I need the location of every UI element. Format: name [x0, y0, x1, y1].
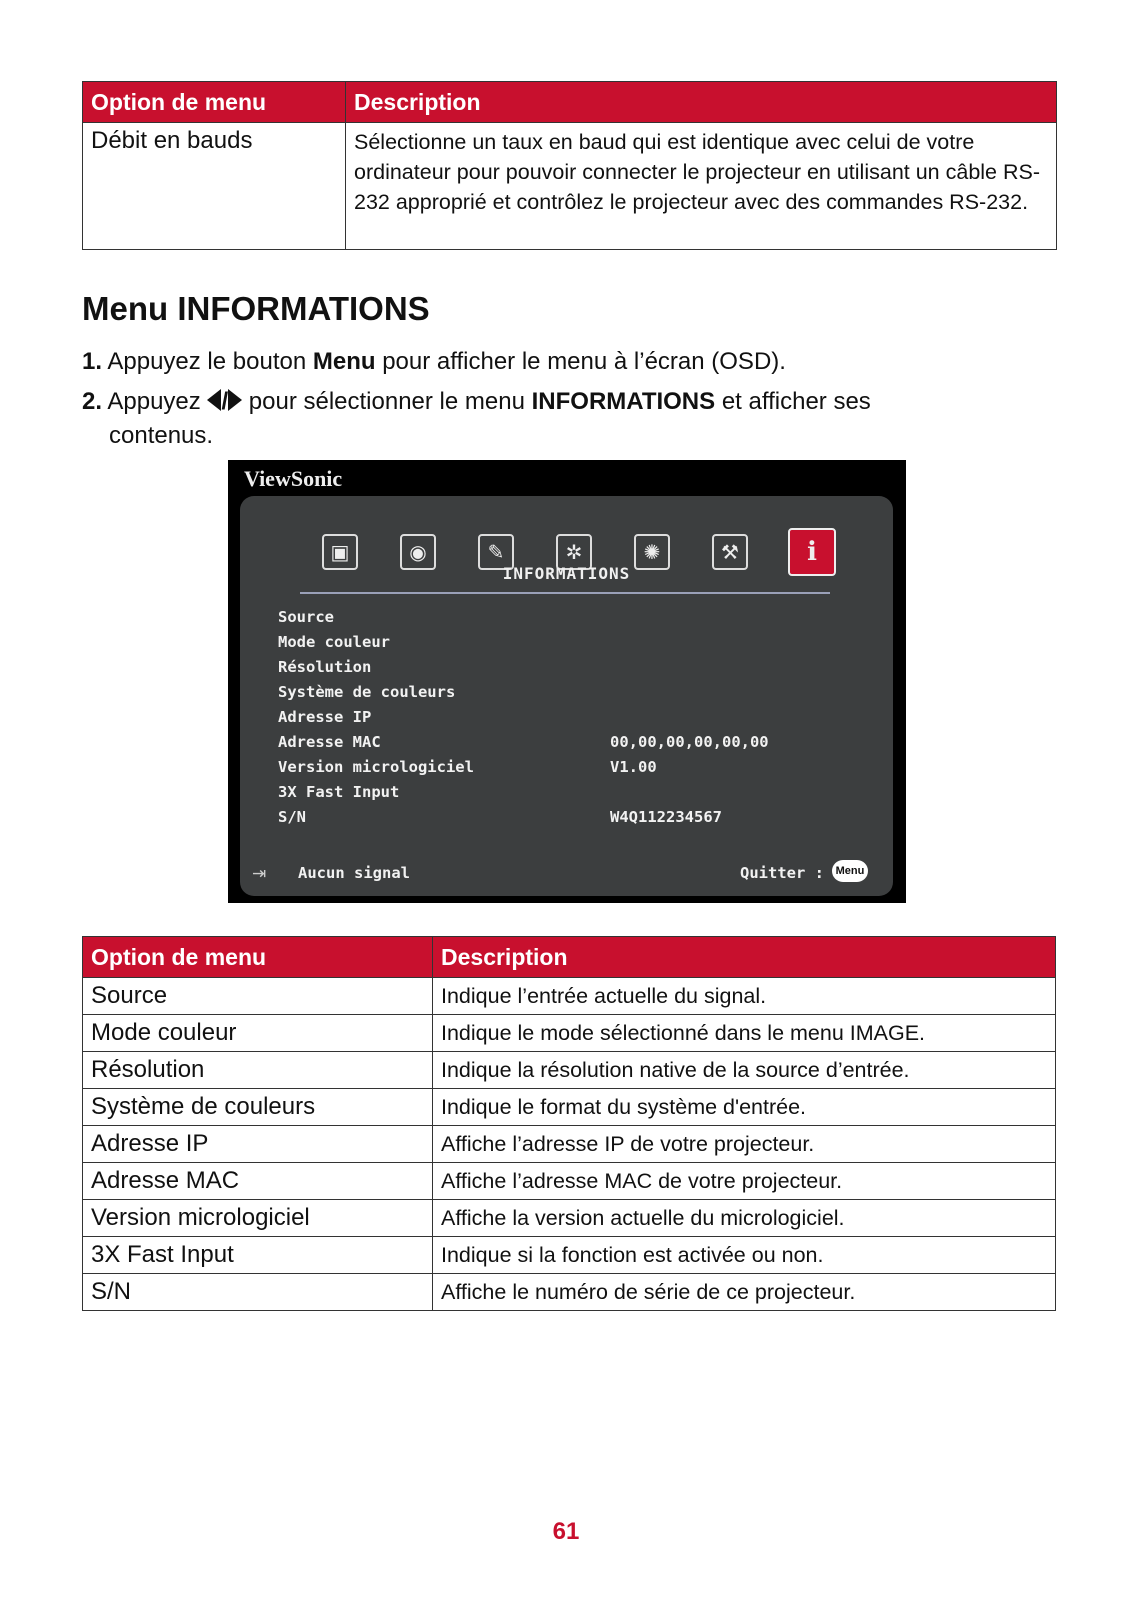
- table2-option: Mode couleur: [83, 1015, 433, 1052]
- table2-description: Affiche la version actuelle du micrologiciel.: [433, 1200, 1056, 1237]
- table2-option: Système de couleurs: [83, 1089, 433, 1126]
- table2-description: Indique le format du système d'entrée.: [433, 1089, 1056, 1126]
- right-arrow-icon: [228, 389, 242, 411]
- osd-item-label: Résolution: [278, 658, 372, 676]
- table2-option: Adresse MAC: [83, 1163, 433, 1200]
- table-row: [83, 1200, 1056, 1237]
- step-1-text-c: pour afficher le menu à l’écran (OSD).: [375, 348, 786, 375]
- osd-footer-signal: Aucun signal: [298, 864, 410, 882]
- step-2-text-b: pour sélectionner le menu: [242, 388, 532, 415]
- step-2-number: 2.: [82, 388, 103, 415]
- informations-table: [82, 936, 1056, 1311]
- table-row: [83, 1015, 1056, 1052]
- table-row: [83, 1089, 1056, 1126]
- table-row: [83, 1163, 1056, 1200]
- table-row: [83, 123, 1057, 250]
- step-1-text-a: Appuyez le bouton: [107, 348, 313, 375]
- info-icon: ℹ: [788, 528, 836, 576]
- osd-item-label: S/N: [278, 808, 306, 826]
- section-title: Menu INFORMATIONS: [82, 290, 430, 327]
- step-2-text-e: contenus.: [109, 422, 214, 449]
- viewsonic-logo: ViewSonic: [244, 466, 343, 491]
- table1-header-description: Description: [346, 82, 1057, 123]
- step-2-text-a: Appuyez: [107, 388, 208, 415]
- table2-description: Affiche l’adresse MAC de votre projecteur.: [433, 1163, 1056, 1200]
- step-2: [82, 385, 871, 453]
- step-1-number: 1.: [82, 348, 103, 375]
- osd-item-value: 00,00,00,00,00,00: [610, 733, 769, 751]
- advanced-settings-icon: ✺: [634, 534, 670, 570]
- table-row: [83, 1052, 1056, 1089]
- osd-item-label: Mode couleur: [278, 633, 390, 651]
- table2-option: 3X Fast Input: [83, 1237, 433, 1274]
- table2-description: Indique si la fonction est activée ou non.: [433, 1237, 1056, 1274]
- tools-icon: ⚒: [712, 534, 748, 570]
- table-row: [83, 1274, 1056, 1311]
- table2-option: Résolution: [83, 1052, 433, 1089]
- table2-option: Source: [83, 978, 433, 1015]
- osd-item-label: Source: [278, 608, 334, 626]
- step-1-menu-word: Menu: [312, 348, 376, 375]
- table1-description: Sélectionne un taux en baud qui est identique avec celui de votre ordinateur pour pouvoir connecter le projecteur en utilisant un câble RS-232 approprié et contrôlez le projecteur avec des commandes RS-232.: [346, 123, 1057, 250]
- osd-screenshot: [228, 460, 906, 903]
- osd-item-label: 3X Fast Input: [278, 783, 400, 801]
- osd-panel: [240, 496, 893, 896]
- osd-title: INFORMATIONS: [502, 564, 631, 583]
- settings-icon: ✲: [556, 534, 592, 570]
- table2-description: Indique la résolution native de la source d’entrée.: [433, 1052, 1056, 1089]
- step-2-informations-word: INFORMATIONS: [531, 388, 716, 415]
- table2-option: Version micrologiciel: [83, 1200, 433, 1237]
- osd-footer-quit: Quitter :: [740, 864, 824, 882]
- table-row: [83, 978, 1056, 1015]
- advanced-icon: ✎: [478, 534, 514, 570]
- step-1: [82, 345, 786, 379]
- table2-description: Indique le mode sélectionné dans le menu IMAGE.: [433, 1015, 1056, 1052]
- table-row: [83, 1126, 1056, 1163]
- osd-item-label: Système de couleurs: [278, 683, 456, 701]
- page-number: 61: [552, 1518, 580, 1545]
- menu-button-icon: Menu: [832, 860, 868, 882]
- table2-description: Indique l’entrée actuelle du signal.: [433, 978, 1056, 1015]
- table-row: [83, 1237, 1056, 1274]
- table1-header-option: Option de menu: [83, 82, 346, 123]
- osd-item-label: Version micrologiciel: [278, 758, 474, 776]
- table2-header-option: Option de menu: [83, 937, 433, 978]
- osd-divider: [300, 592, 830, 594]
- table1-option: Débit en bauds: [83, 123, 346, 250]
- color-icon: ◉: [400, 534, 436, 570]
- display-icon: ▣: [322, 534, 358, 570]
- table2-option: S/N: [83, 1274, 433, 1311]
- table2-header-description: Description: [433, 937, 1056, 978]
- osd-item-label: Adresse MAC: [278, 733, 381, 751]
- baud-rate-table: [82, 81, 1057, 250]
- input-source-icon: ⇥: [252, 864, 267, 884]
- left-arrow-icon: [207, 389, 221, 411]
- arrow-separator: /: [221, 388, 229, 415]
- table2-description: Affiche le numéro de série de ce projecteur.: [433, 1274, 1056, 1311]
- osd-item-label: Adresse IP: [278, 708, 372, 726]
- osd-item-value: V1.00: [610, 758, 657, 776]
- table2-description: Affiche l’adresse IP de votre projecteur.: [433, 1126, 1056, 1163]
- osd-item-value: W4Q112234567: [610, 808, 722, 826]
- table2-option: Adresse IP: [83, 1126, 433, 1163]
- step-2-text-d: et afficher ses: [715, 388, 871, 415]
